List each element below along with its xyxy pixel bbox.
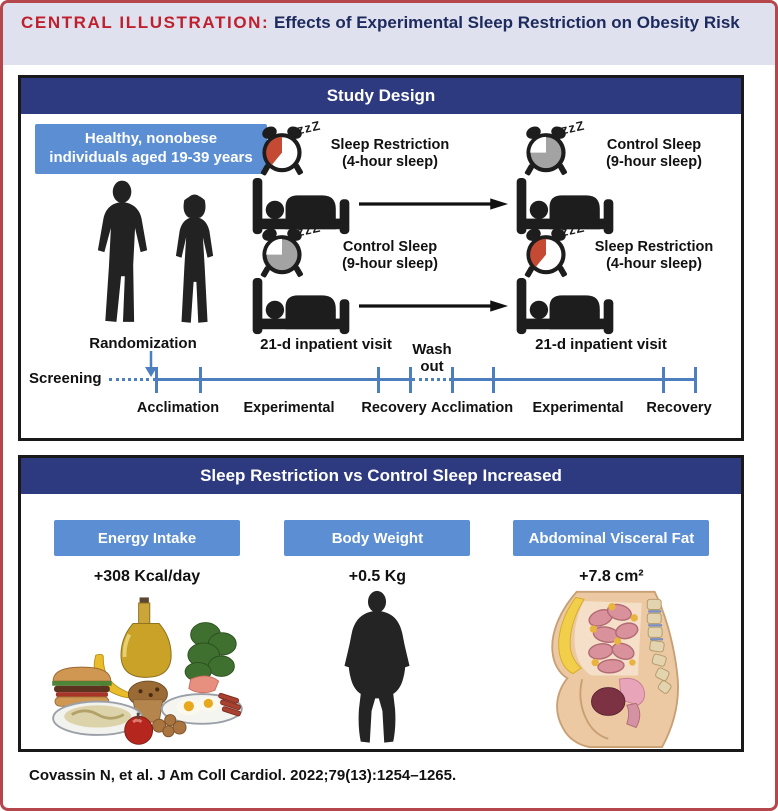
energy-intake-value: +308 Kcal/day xyxy=(93,568,201,585)
arm-label xyxy=(579,226,729,272)
abdomen-cross-section-icon xyxy=(518,590,704,748)
arm-label-sub: (9-hour sleep) xyxy=(342,255,438,272)
screening-dotted-line xyxy=(109,378,156,381)
inpatient-visit-label-1: 21-d inpatient visit xyxy=(260,336,392,353)
figure-title: Effects of Experimental Sleep Restriction on Obesity Risk xyxy=(269,13,740,32)
arm-label xyxy=(315,226,465,272)
arrow-right-icon xyxy=(359,198,509,210)
arm-label-sub: (4-hour sleep) xyxy=(342,153,438,170)
washout-dotted-line xyxy=(412,378,452,381)
outcomes-header: Sleep Restriction vs Control Sleep Increased xyxy=(21,458,741,494)
sleep-zzz-icon: zzZ xyxy=(559,219,587,240)
timeline-tick xyxy=(199,367,202,393)
phase-label-recovery-1: Recovery xyxy=(361,400,427,416)
citation: Covassin N, et al. J Am Coll Cardiol. 2022;79(13):1254–1265. xyxy=(29,767,457,784)
sleep-zzz-icon: zzZ xyxy=(295,219,323,240)
timeline-tick xyxy=(662,367,665,393)
timeline-segment-2 xyxy=(452,378,695,381)
arm-cs-first xyxy=(257,219,465,282)
outcomes-columns xyxy=(21,494,741,753)
screening-label: Screening xyxy=(29,370,102,387)
arm-label xyxy=(579,124,729,170)
arm-sr-first xyxy=(257,117,465,180)
study-design-panel xyxy=(18,75,744,441)
visceral-fat-box: Abdominal Visceral Fat xyxy=(513,520,709,556)
sleep-zzz-icon: zzZ xyxy=(295,117,323,138)
arm-sr-second xyxy=(521,219,729,282)
arm-label-main: Control Sleep xyxy=(342,239,438,255)
arm-label-sub: (4-hour sleep) xyxy=(606,255,702,272)
arm-label xyxy=(315,124,465,170)
bed-sleeper-icon xyxy=(515,278,615,336)
visceral-fat-value: +7.8 cm² xyxy=(579,568,644,585)
randomization-label: Randomization xyxy=(89,335,197,352)
body-weight-value: +0.5 Kg xyxy=(348,568,407,585)
timeline-tick xyxy=(377,367,380,393)
phase-label-recovery-2: Recovery xyxy=(646,400,712,416)
alarm-clock-icon xyxy=(521,219,587,282)
alarm-clock-icon xyxy=(521,117,587,180)
participants-silhouettes-icon xyxy=(83,174,241,334)
timeline-segment-1 xyxy=(156,378,411,381)
study-design-header: Study Design xyxy=(21,78,741,114)
energy-intake-box: Energy Intake xyxy=(54,520,240,556)
arm-cs-second xyxy=(521,117,729,180)
phase-label-experimental-1: Experimental xyxy=(243,400,335,416)
outcome-energy-intake xyxy=(21,494,273,753)
outcome-visceral-fat xyxy=(482,494,741,753)
arrow-right-icon xyxy=(359,300,509,312)
alarm-clock-icon xyxy=(257,117,323,180)
outcomes-panel xyxy=(18,455,744,752)
timeline-tick xyxy=(694,367,697,393)
randomization-arrow-icon xyxy=(144,351,158,377)
population-box: Healthy, nonobese individuals aged 19-39 years xyxy=(35,124,267,174)
body-weight-box: Body Weight xyxy=(284,520,470,556)
bed-sleeper-icon xyxy=(251,278,351,336)
arm-label-sub: (9-hour sleep) xyxy=(606,153,702,170)
food-assortment-icon xyxy=(38,590,256,748)
arm-label-main: Control Sleep xyxy=(606,137,702,153)
arm-label-main: Sleep Restriction xyxy=(594,239,714,255)
figure-title-band xyxy=(3,3,775,65)
phase-label-experimental-2: Experimental xyxy=(532,400,624,416)
alarm-clock-icon xyxy=(257,219,323,282)
outcome-body-weight xyxy=(273,494,482,753)
sleep-zzz-icon: zzZ xyxy=(559,117,587,138)
washout-label: Wash out xyxy=(412,341,452,376)
phase-label-acclimation-1: Acclimation xyxy=(136,400,220,416)
phase-label-acclimation-2: Acclimation xyxy=(430,400,514,416)
arm-label-main: Sleep Restriction xyxy=(330,137,450,153)
inpatient-visit-label-2: 21-d inpatient visit xyxy=(535,336,667,353)
obese-body-silhouette-icon xyxy=(333,590,421,748)
timeline-tick xyxy=(492,367,495,393)
figure-kicker: CENTRAL ILLUSTRATION: xyxy=(21,13,270,32)
